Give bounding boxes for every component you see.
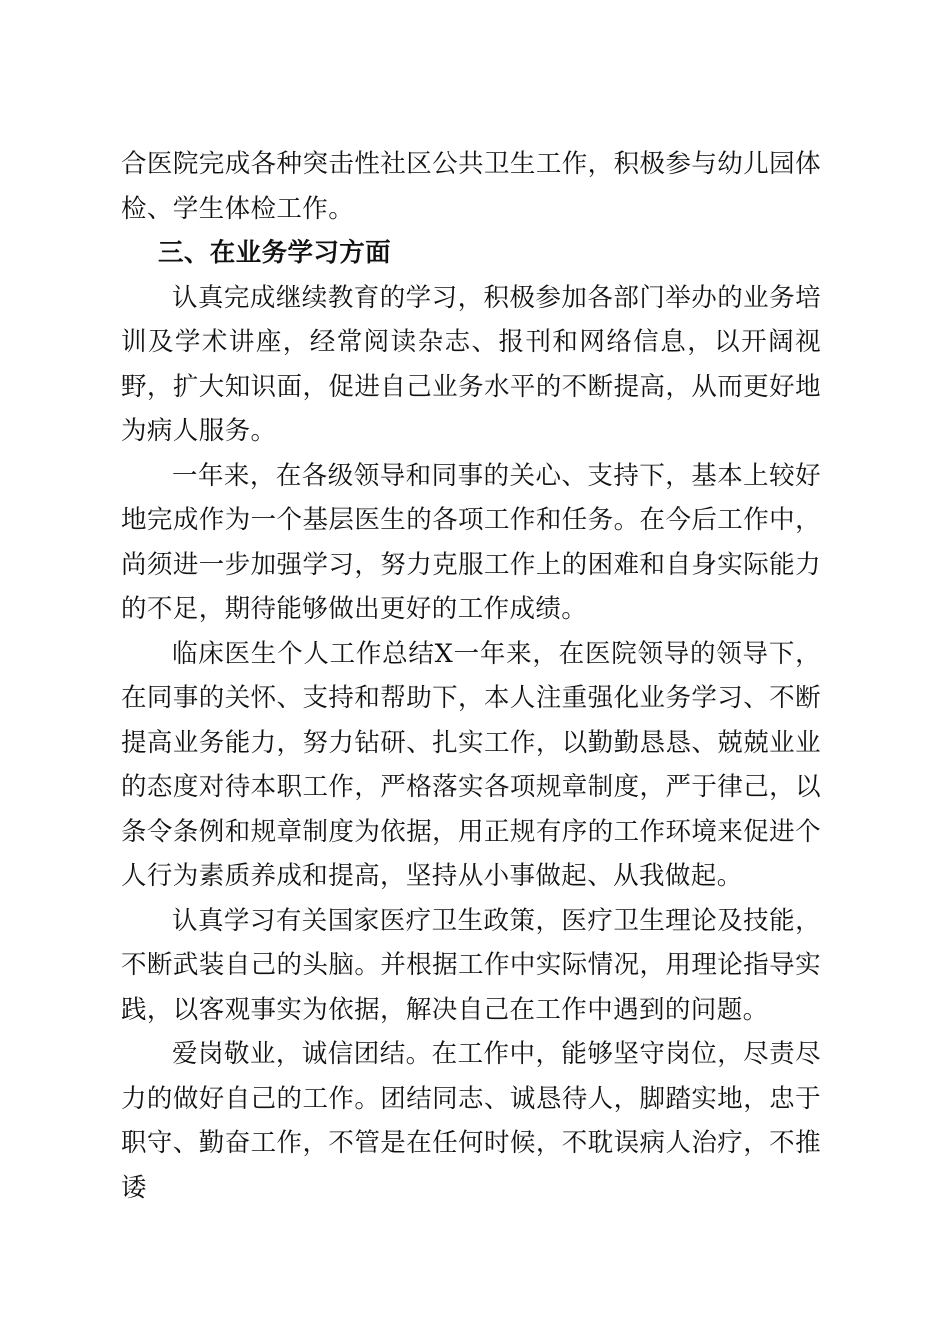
paragraph-dedication: 爱岗敬业，诚信团结。在工作中，能够坚守岗位，尽责尽力的做好自己的工作。团结同志、诚恳待人，脚踏实地，忠于职守、勤奋工作，不管是在任何时候，不耽误病人治疗，不推诿	[121, 1039, 821, 1203]
paragraph-policy-study: 认真学习有关国家医疗卫生政策，医疗卫生理论及技能，不断武装自己的头脑。并根据工作中实际情况，用理论指导实践，以客观事实为依据，解决自己在工作中遇到的问题。	[121, 905, 821, 1025]
paragraph-year-summary: 一年来，在各级领导和同事的关心、支持下，基本上较好地完成作为一个基层医生的各项工作和任务。在今后工作中，尚须进一步加强学习，努力克服工作上的困难和自身实际能力的不足，期待能够做出更好的工作成绩。	[121, 460, 821, 624]
paragraph-continuation: 合医院完成各种突击性社区公共卫生工作，积极参与幼儿园体检、学生体检工作。	[121, 149, 821, 224]
paragraph-study: 认真完成继续教育的学习，积极参加各部门举办的业务培训及学术讲座，经常阅读杂志、报刊和网络信息，以开阔视野，扩大知识面，促进自己业务水平的不断提高，从而更好地为病人服务。	[121, 282, 821, 446]
paragraph-clinical-summary: 临床医生个人工作总结X一年来，在医院领导的领导下，在同事的关怀、支持和帮助下，本人注重强化业务学习、不断提高业务能力，努力钻研、扎实工作，以勤勤恳恳、兢兢业业的态度对待本职工作，严格落实各项规章制度，严于律己，以条令条例和规章制度为依据，用正规有序的工作环境来促进个人行为素质养成和提高，坚持从小事做起、从我做起。	[121, 638, 821, 891]
document-body	[121, 142, 821, 1210]
section-heading: 三、在业务学习方面	[157, 238, 392, 268]
